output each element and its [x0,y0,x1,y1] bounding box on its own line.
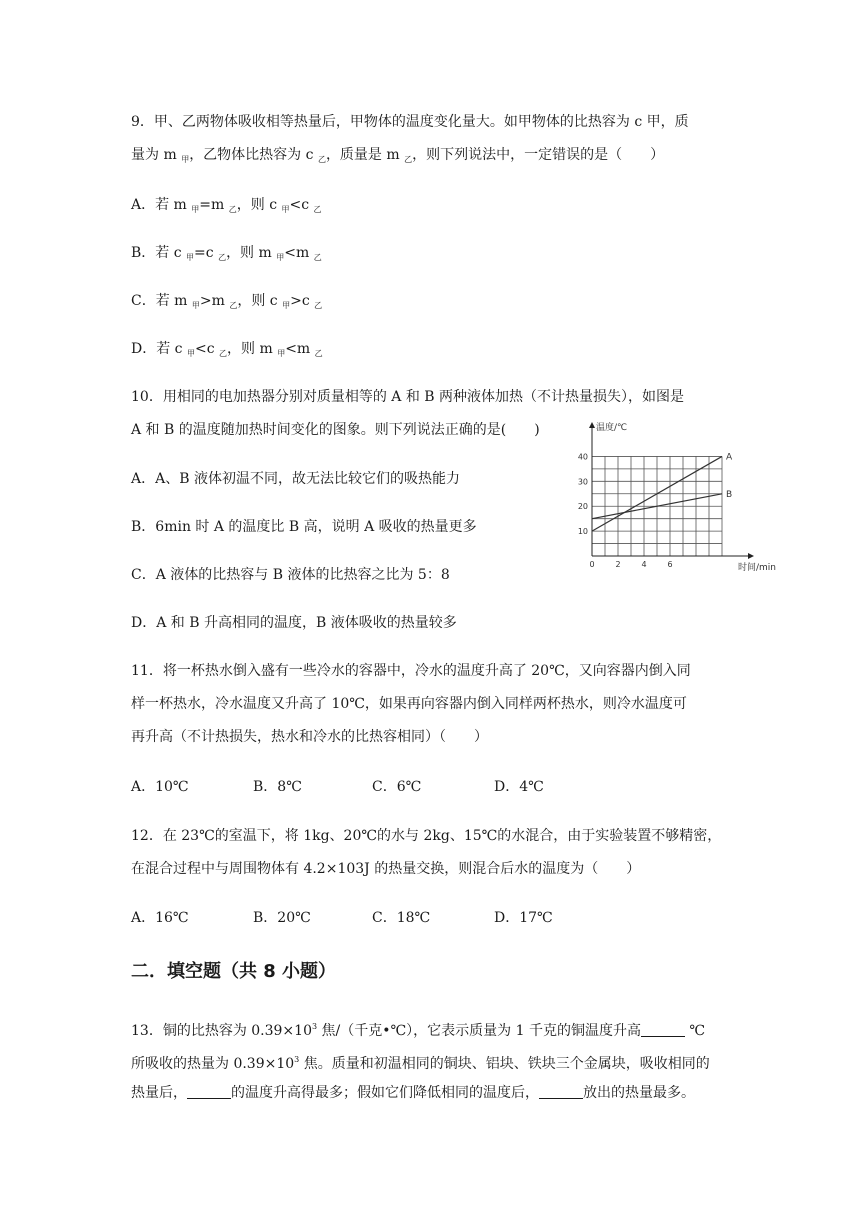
q9-option-d: D．若 c $_甲$<c $_乙$，则 m $_甲$<m $_乙$ [131,341,323,358]
q9-stem-line1: 9．甲、乙两物体吸收相等热量后，甲物体的温度变化量大。如甲物体的比热容为 c 甲，质 [131,114,689,130]
q13-line1: 13．铜的比热容为 $0.39\times 10^3$ 焦/（千克•℃），它表示质量为 1 千克的铜温度升高 ℃ [131,1022,706,1039]
q12-option-b: B．20℃ [253,910,311,926]
q11-option-c: C．6℃ [372,779,422,795]
q12-option-d: D．17℃ [494,910,553,926]
q11-option-b: B．8℃ [253,779,302,795]
q13-line2: 所吸收的热量为 $0.39\times 10^3$ 焦。质量和初温相同的铜块、铝块、铁块三个金属块，吸收相同的 [131,1055,710,1072]
q10-option-c: C．A 液体的比热容与 B 液体的比热容之比为 5：8 [131,567,450,583]
q13-blank-2[interactable] [187,1084,231,1099]
temperature-time-chart [560,420,777,580]
q10-option-b: B．6min 时 A 的温度比 B 高，说明 A 吸收的热量更多 [131,519,477,535]
series-label-A: A [726,452,733,463]
x-axis-arrow [748,553,754,559]
q12-option-a: A．16℃ [131,910,189,926]
y-tick-label: 10 [577,527,588,537]
y-tick-label: 20 [577,502,588,512]
y-tick-label: 40 [577,452,588,462]
q10-option-a: A．A、B 液体初温不同，故无法比较它们的吸热能力 [131,471,460,487]
q9-option-b: B．若 c $_甲$=c $_乙$，则 m $_甲$<m $_乙$ [131,245,322,262]
x-tick-label: 6 [667,560,673,569]
q11-option-d: D．4℃ [494,779,544,795]
q11-stem-line1: 11．将一杯热水倒入盛有一些冷水的容器中，冷水的温度升高了 20℃，又向容器内倒入同 [131,663,691,679]
q13-line3: 热量后， 的温度升高得最多；假如它们降低相同的温度后， 放出的热量最多。 [131,1085,695,1101]
q12-stem-line1: 12．在 23℃的室温下，将 1kg、20℃的水与 2kg、15℃的水混合，由于实验装置不够精密， [131,828,722,844]
q9-option-c: C．若 m $_甲$>m $_乙$，则 c $_甲$>c $_乙$ [131,293,323,310]
q11-stem-line2: 样一杯热水，冷水温度又升高了 10℃，如果再向容器内倒入同样两杯热水，则冷水温度可 [131,696,687,712]
q13-blank-3[interactable] [539,1084,583,1099]
q9-stem-line2: 量为 m $_甲$，乙物体比热容为 c $_乙$，质量是 m $_乙$，则下列说法中，一定错误的是（ ） [131,147,665,164]
q11-stem-line3: 再升高（不计热损失，热水和冷水的比热容相同）（ ） [131,729,488,745]
q10-stem-line2: A 和 B 的温度随加热时间变化的图象。则下列说法正确的是( ) [131,422,540,438]
q9-option-a: A．若 m $_甲$=m $_乙$，则 c $_甲$<c $_乙$ [131,197,322,214]
q12-stem-line2: 在混合过程中与周围物体有 4.2×103J 的热量交换，则混合后水的温度为（ ） [131,861,641,877]
chart-series [592,452,733,531]
q10-stem-line1: 10．用相同的电加热器分别对质量相等的 A 和 B 两种液体加热（不计热量损失），如图是 [131,389,685,405]
q10-option-d: D．A 和 B 升高相同的温度，B 液体吸收的热量较多 [131,615,457,631]
series-label-B: B [726,489,733,500]
q13-blank-1[interactable] [641,1022,685,1037]
x-tick-label: 2 [615,560,621,569]
x-tick-label: 4 [641,560,647,569]
q11-option-a: A．10℃ [131,779,189,795]
chart-x-axis-label: 时间/min [738,563,777,573]
section-heading-fill-in: 二．填空题（共 8 小题） [131,961,337,982]
x-tick-label: 0 [589,560,595,569]
y-axis-arrow [589,422,595,428]
y-tick-label: 30 [577,477,588,487]
q12-option-c: C．18℃ [372,910,431,926]
chart-y-axis-label: 温度/℃ [596,423,628,433]
